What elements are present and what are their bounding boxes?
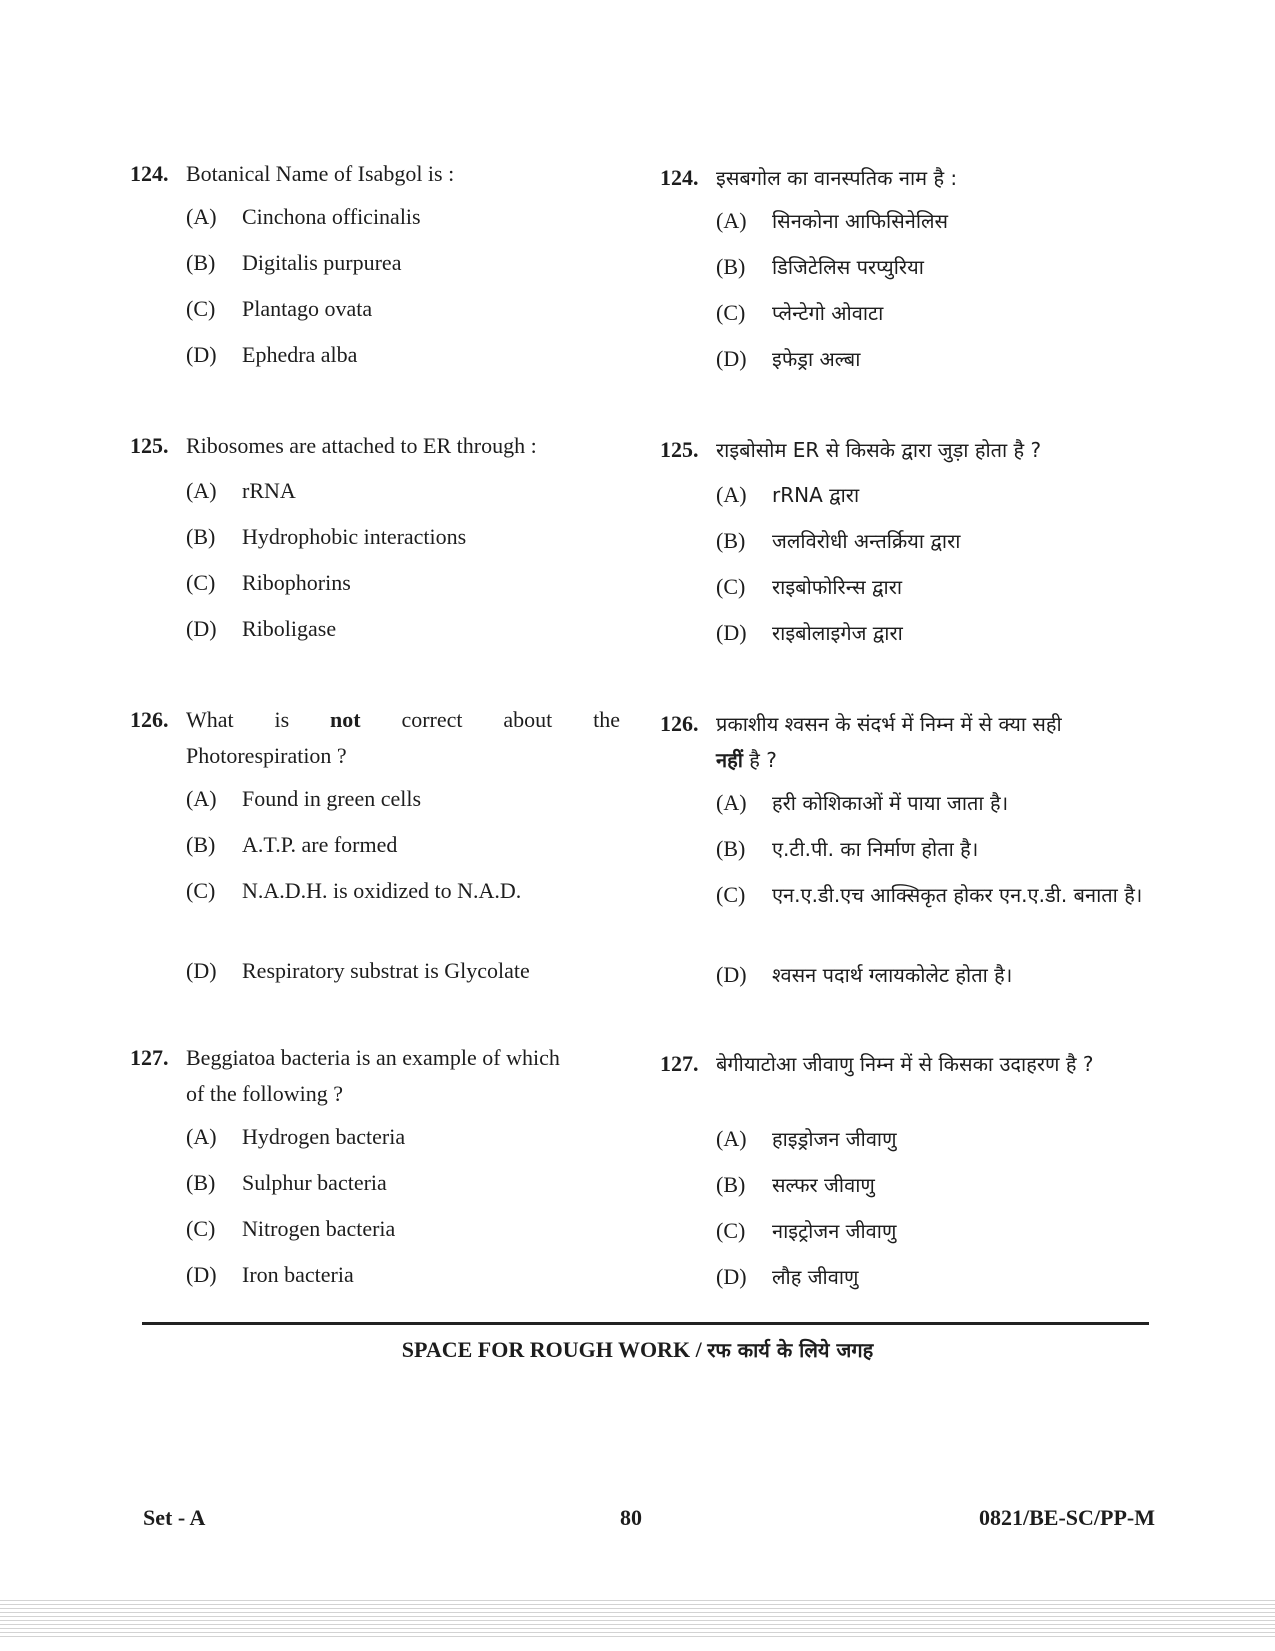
option-label: (A) [716, 790, 747, 815]
question-text: राइबोसोम ER से किसके द्वारा जुड़ा होता है ? [716, 438, 1042, 462]
option-label: (D) [186, 342, 217, 367]
option-d [186, 956, 620, 1002]
option-text: सल्फर जीवाणु [772, 1173, 875, 1197]
option-label: (A) [186, 1124, 217, 1149]
question-126-en [130, 702, 620, 1002]
question-emphasis: नहीं [716, 748, 743, 772]
option-d [716, 1262, 1150, 1308]
question-text-part: correct about the [360, 707, 620, 732]
option-text: Ribophorins [242, 570, 351, 595]
option-label: (C) [716, 574, 746, 599]
option-b [186, 1168, 620, 1214]
option-text: राइबोलाइगेज द्वारा [772, 621, 903, 645]
option-text: जलविरोधी अन्तर्क्रिया द्वारा [772, 529, 961, 553]
option-text: rRNA द्वारा [772, 483, 860, 507]
option-text: राइबोफोरिन्स द्वारा [772, 575, 903, 599]
option-text: ए.टी.पी. का निर्माण होता है। [772, 837, 979, 861]
scan-edge-lines [0, 1600, 1275, 1640]
option-text: Cinchona officinalis [242, 204, 421, 229]
question-text: Botanical Name of Isabgol is : [186, 161, 455, 186]
question-number: 127. [660, 1051, 699, 1076]
options-list [186, 202, 620, 386]
options-list [716, 206, 1150, 390]
option-b [716, 526, 1150, 572]
question-text: Ribosomes are attached to ER through : [186, 433, 537, 458]
option-text: डिजिटेलिस परप्युरिया [772, 255, 924, 279]
options-list [186, 784, 620, 1002]
option-d [716, 960, 1150, 1006]
option-label: (D) [186, 1262, 217, 1287]
question-number: 126. [660, 711, 699, 736]
option-c [186, 294, 620, 340]
option-text: प्लेन्टेगो ओवाटा [772, 301, 884, 325]
option-d [186, 340, 620, 386]
option-label: (D) [716, 346, 747, 371]
option-text: एन.ए.डी.एच आक्सिकृत होकर एन.ए.डी. बनाता है। [772, 883, 1143, 907]
option-text: Hydrophobic interactions [242, 524, 467, 549]
question-number: 126. [130, 707, 169, 732]
option-label: (B) [716, 254, 746, 279]
option-text: श्वसन पदार्थ ग्लायकोलेट होता है। [772, 963, 1013, 987]
question-number: 125. [660, 437, 699, 462]
option-b [716, 1170, 1150, 1216]
question-125-en [130, 428, 620, 660]
option-label: (A) [186, 786, 217, 811]
option-text: N.A.D.H. is oxidized to N.A.D. [242, 878, 522, 903]
option-label: (C) [716, 882, 746, 907]
question-text-line2 [716, 742, 1150, 778]
option-label: (D) [186, 958, 217, 983]
option-a [186, 784, 620, 830]
option-b [716, 834, 1150, 880]
option-label: (A) [716, 208, 747, 233]
option-text: Found in green cells [242, 786, 422, 811]
option-text: लौह जीवाणु [772, 1265, 859, 1289]
option-a [716, 206, 1150, 252]
option-text: Ephedra alba [242, 342, 358, 367]
option-c [716, 298, 1150, 344]
option-b [716, 252, 1150, 298]
option-label: (D) [186, 616, 217, 641]
option-text: हाइड्रोजन जीवाणु [772, 1127, 897, 1151]
option-text: इफेड्रा अल्बा [772, 347, 861, 371]
option-b [186, 830, 620, 876]
option-b [186, 522, 620, 568]
options-list [716, 480, 1150, 664]
question-127-hi [660, 1046, 1150, 1308]
page-number: 80 [620, 1505, 642, 1530]
option-a [716, 480, 1150, 526]
option-d [716, 344, 1150, 390]
option-c [716, 572, 1150, 618]
set-label: Set - A [143, 1505, 206, 1530]
option-a [716, 788, 1150, 834]
paper-code: 0821/BE-SC/PP-M [979, 1505, 1155, 1530]
options-list [186, 476, 620, 660]
option-text: A.T.P. are formed [242, 832, 398, 857]
rough-work-separator: / [690, 1337, 708, 1362]
option-text: सिनकोना आफिसिनेलिस [772, 209, 949, 233]
option-c [716, 1216, 1150, 1262]
option-label: (B) [186, 1170, 216, 1195]
option-label: (B) [716, 836, 746, 861]
question-text: इसबगोल का वानस्पतिक नाम है : [716, 166, 958, 190]
option-label: (C) [716, 300, 746, 325]
question-number: 124. [130, 161, 169, 186]
option-a [716, 1124, 1150, 1170]
option-text: Digitalis purpurea [242, 250, 402, 275]
option-text: Respiratory substrat is Glycolate [242, 958, 530, 983]
rough-work-hindi: रफ कार्य के लिये जगह [707, 1338, 874, 1362]
option-a [186, 476, 620, 522]
option-label: (B) [716, 528, 746, 553]
question-125-hi [660, 432, 1150, 664]
question-emphasis: not [330, 707, 361, 732]
question-text-part: है ? [742, 748, 777, 772]
option-text: हरी कोशिकाओं में पाया जाता है। [772, 791, 1009, 815]
question-127-en [130, 1040, 620, 1306]
question-124-hi [660, 160, 1150, 390]
question-text-line2: of the following ? [186, 1081, 344, 1106]
option-text: नाइट्रोजन जीवाणु [772, 1219, 897, 1243]
option-b [186, 248, 620, 294]
option-text: Iron bacteria [242, 1262, 354, 1287]
options-list [186, 1122, 620, 1306]
option-c [186, 876, 620, 956]
option-text: rRNA [242, 478, 296, 503]
option-label: (B) [186, 250, 216, 275]
option-d [186, 1260, 620, 1306]
question-number: 125. [130, 433, 169, 458]
option-label: (C) [186, 878, 216, 903]
option-label: (B) [716, 1172, 746, 1197]
option-label: (A) [716, 482, 747, 507]
question-number: 124. [660, 165, 699, 190]
question-text-line2: Photorespiration ? [186, 743, 347, 768]
question-text-part: What is [186, 707, 331, 732]
option-text: Sulphur bacteria [242, 1170, 387, 1195]
option-c [186, 1214, 620, 1260]
question-text-line1: प्रकाशीय श्वसन के संदर्भ में निम्न में से क्या सही [716, 712, 1062, 736]
option-text: Hydrogen bacteria [242, 1124, 406, 1149]
option-d [716, 618, 1150, 664]
options-list [716, 788, 1150, 1006]
option-label: (B) [186, 832, 216, 857]
question-126-hi [660, 706, 1150, 1006]
question-text: बेगीयाटोआ जीवाणु निम्न में से किसका उदाहरण है ? [716, 1052, 1094, 1076]
option-a [186, 1122, 620, 1168]
option-label: (D) [716, 620, 747, 645]
option-label: (C) [186, 296, 216, 321]
options-list [716, 1124, 1150, 1308]
option-label: (A) [716, 1126, 747, 1151]
option-a [186, 202, 620, 248]
rough-work-divider [142, 1322, 1149, 1325]
option-label: (D) [716, 962, 747, 987]
question-text-line1 [186, 702, 620, 738]
option-label: (D) [716, 1264, 747, 1289]
option-label: (B) [186, 524, 216, 549]
option-label: (C) [186, 570, 216, 595]
option-text: Nitrogen bacteria [242, 1216, 396, 1241]
option-label: (A) [186, 204, 217, 229]
option-label: (A) [186, 478, 217, 503]
rough-work-heading [0, 1336, 1275, 1363]
option-label: (C) [716, 1218, 746, 1243]
option-label: (C) [186, 1216, 216, 1241]
option-text: Plantago ovata [242, 296, 373, 321]
option-c [716, 880, 1150, 960]
question-text-line1: Beggiatoa bacteria is an example of which [186, 1045, 560, 1070]
question-124-en [130, 156, 620, 386]
option-d [186, 614, 620, 660]
question-number: 127. [130, 1045, 169, 1070]
option-c [186, 568, 620, 614]
option-text: Riboligase [242, 616, 337, 641]
rough-work-english: SPACE FOR ROUGH WORK [401, 1337, 691, 1362]
